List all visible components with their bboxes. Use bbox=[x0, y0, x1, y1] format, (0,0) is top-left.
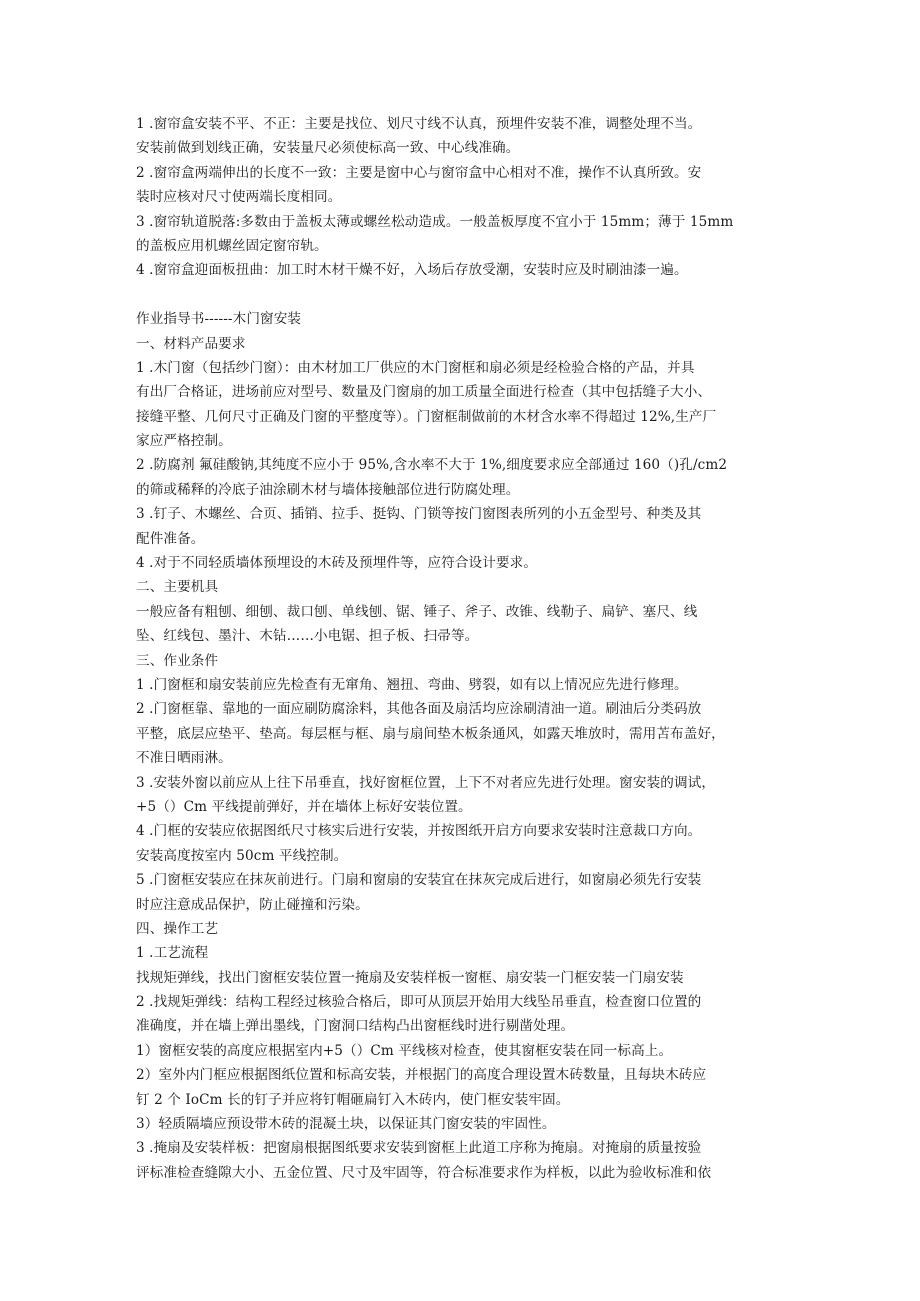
text-line: 2）室外内门框应根据图纸位置和标高安装，并根据门的高度合理设置木砖数量，且每块木砖应 bbox=[136, 1067, 707, 1084]
section-wood-door-window-guide bbox=[136, 307, 786, 1185]
text-line: 的筛或稀释的冷底子油涂刷木材与墙体接触部位进行防腐处理。 bbox=[136, 481, 520, 498]
text-line: 安装高度按室内 50cm 平线控制。 bbox=[136, 847, 348, 864]
text-line: 有出厂合格证，进场前应对型号、数量及门窗扇的加工质量全面进行检查（其中包括缝子大小、 bbox=[136, 384, 712, 401]
text-line: 装时应核对尺寸使两端长度相同。 bbox=[136, 189, 342, 206]
text-line: 1 .木门窗（包括纱门窗）：由木材加工厂供应的木门窗框和扇必须是经检验合格的产品，并具 bbox=[136, 359, 695, 376]
section-curtain-box-issues bbox=[136, 112, 786, 283]
text-line: 1 .窗帘盒安装不平、不正：主要是找位、划尺寸线不认真，预埋件安装不准，调整处理不当。 bbox=[136, 116, 702, 132]
section-heading: 三、作业条件 bbox=[136, 652, 219, 669]
text-line: 坠、红线包、墨汁、木钻……小电锯、担子板、扫帚等。 bbox=[136, 628, 479, 645]
text-line: 1）窗框安装的高度应根据室内+5（）Cm 平线核对检查，使其窗框安装在同一标高上。 bbox=[136, 1042, 673, 1059]
text-line: 配件准备。 bbox=[136, 530, 205, 547]
text-line: 4 .对于不同轻质墙体预埋设的木砖及预埋件等，应符合设计要求。 bbox=[136, 555, 538, 572]
text-line: 3）轻质隔墙应预设带木砖的混凝土块，以保证其门窗安装的牢固性。 bbox=[136, 1116, 556, 1133]
text-line: 的盖板应用机螺丝固定窗帘轨。 bbox=[136, 237, 328, 254]
text-line: 4 .窗帘盒迎面板扭曲：加工时木材干燥不好，入场后存放受潮，安装时应及时刷油漆一遍。 bbox=[136, 262, 688, 279]
text-line: 时应注意成品保护，防止碰撞和污染。 bbox=[136, 896, 369, 913]
text-line: 5 .门窗框安装应在抹灰前进行。门扇和窗扇的安装宜在抹灰完成后进行，如窗扇必须先行安装 bbox=[136, 872, 702, 889]
section-heading: 一、材料产品要求 bbox=[136, 335, 246, 352]
text-line: 家应严格控制。 bbox=[136, 433, 232, 450]
text-line: 2 .窗帘盒两端伸出的长度不一致：主要是窗中心与窗帘盒中心相对不准，操作不认真所致。安 bbox=[136, 164, 702, 181]
text-line: 4 .门框的安装应依据图纸尺寸核实后进行安装，并按图纸开启方向要求安装时注意裁口方向。 bbox=[136, 823, 702, 840]
document-title: 作业指导书------木门窗安装 bbox=[136, 311, 302, 328]
section-heading: 四、操作工艺 bbox=[136, 920, 219, 937]
section-heading: 二、主要机具 bbox=[136, 579, 219, 596]
text-line: 2 .找规矩弹线：结构工程经过核验合格后，即可从顶层开始用大线坠吊垂直，检查窗口位置的 bbox=[136, 994, 702, 1011]
text-line: 不准日晒雨淋。 bbox=[136, 750, 232, 767]
text-line: 1 .门窗框和扇安装前应先检查有无窜角、翘扭、弯曲、劈裂，如有以上情况应先进行修理。 bbox=[136, 676, 688, 693]
text-line: 平整，底层应垫平、垫高。每层框与框、扇与扇间垫木板条通风，如露天堆放时，需用苫布盖好， bbox=[136, 725, 725, 742]
text-line: 安装前做到划线正确，安装量尺必须使标高一致、中心线准确。 bbox=[136, 140, 520, 157]
text-line: 评标准检查缝隙大小、五金位置、尺寸及牢固等，符合标准要求作为样板，以此为验收标准和依 bbox=[136, 1164, 712, 1181]
text-line: 一般应备有粗刨、细刨、裁口刨、单线刨、锯、锤子、斧子、改锥、线勒子、扁铲、塞尺、线 bbox=[136, 603, 698, 620]
text-line: 准确度，并在墙上弹出墨线，门窗洞口结构凸出窗框线时进行剔凿处理。 bbox=[136, 1018, 575, 1035]
document-page bbox=[136, 112, 786, 1185]
text-line: 3 .安装外窗以前应从上往下吊垂直，找好窗框位置，上下不对者应先进行处理。窗安装的调试， bbox=[136, 774, 716, 791]
text-line: +5（）Cm 平线提前弹好，并在墙体上标好安装位置。 bbox=[136, 798, 472, 815]
text-line: 找规矩弹线，找出门窗框安装位置一掩扇及安装样板一窗框、扇安装一门框安装一门扇安装 bbox=[136, 969, 684, 986]
text-line: 3 .窗帘轨道脱落:多数由于盖板太薄或螺丝松动造成。一般盖板厚度不宜小于 15mm；薄于 15mm bbox=[136, 213, 734, 230]
text-line: 钉 2 个 IoCm 长的钉子并应将钉帽砸扁钉入木砖内，使门框安装牢固。 bbox=[136, 1091, 570, 1108]
text-line: 2 .防腐剂 氟硅酸钠,其纯度不应小于 95%,含水率不大于 1%,细度要求应全部通过 160（)孔/cm2 bbox=[136, 457, 728, 474]
text-line: 3 .掩扇及安装样板：把窗扇根据图纸要求安装到窗框上此道工序称为掩扇。对掩扇的质量按验 bbox=[136, 1140, 702, 1157]
text-line: 3 .钉子、木螺丝、合页、插销、拉手、挺钩、门锁等按门窗图表所列的小五金型号、种类及其 bbox=[136, 506, 702, 523]
text-line: 1 .工艺流程 bbox=[136, 945, 209, 962]
text-line: 2 .门窗框靠、靠地的一面应刷防腐涂料，其他各面及扇活均应涂刷清油一道。刷油后分类码放 bbox=[136, 701, 702, 718]
text-line: 接缝平整、几何尺寸正确及门窗的平整度等）。门窗框制做前的木材含水率不得超过 12%,生产厂 bbox=[136, 408, 717, 425]
paragraph-gap bbox=[136, 283, 786, 307]
